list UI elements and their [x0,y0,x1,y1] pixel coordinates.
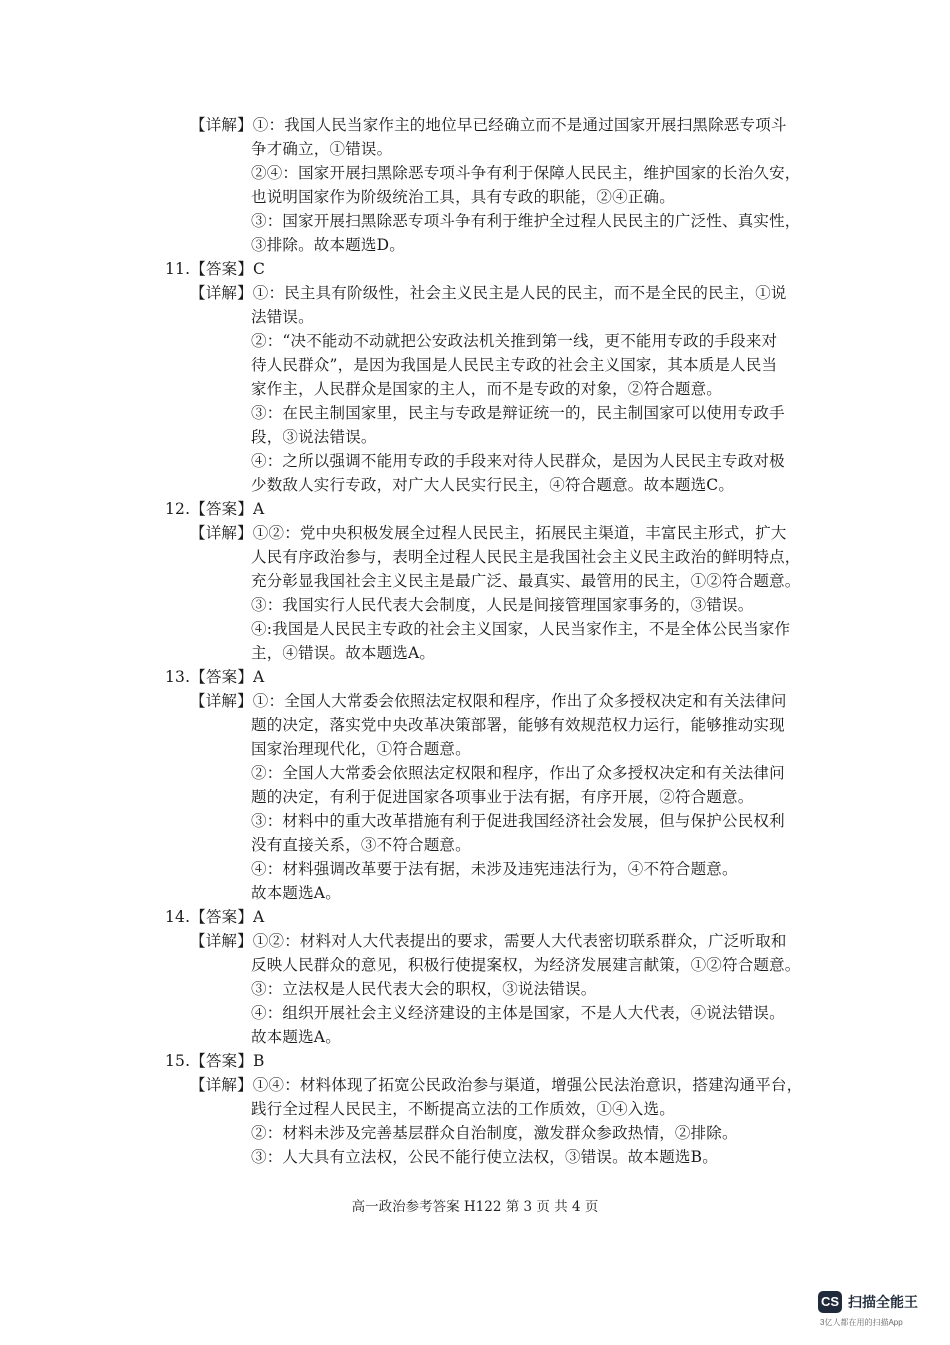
text-line: 故本题选A。 [251,884,341,902]
text-line: 少数敌人实行专政，对广大人民实行民主，④符合题意。故本题选C。 [251,476,735,494]
text-line: ④：组织开展社会主义经济建设的主体是国家，不是人大代表，④说法错误。 [251,1004,785,1022]
text-line: ③：材料中的重大改革措施有利于促进我国经济社会发展，但与保护公民权利 [251,812,785,830]
text-line: ③排除。故本题选D。 [251,236,405,254]
text-line: 没有直接关系，③不符合题意。 [251,836,471,854]
text-line: 【详解】①②：党中央积极发展全过程人民民主，拓展民主渠道，丰富民主形式，扩大 [190,524,787,542]
watermark-app-name: 扫描全能王 [848,1294,918,1310]
text-line: 段，③说法错误。 [251,428,377,446]
text-line: ③：我国实行人民代表大会制度，人民是间接管理国家事务的，③错误。 [251,596,754,614]
text-line: ③：立法权是人民代表大会的职权，③说法错误。 [251,980,597,998]
text-line: ②：材料未涉及完善基层群众自治制度，激发群众参政热情，②排除。 [251,1124,738,1142]
text-line: 题的决定，有利于促进国家各项事业于法有据，有序开展，②符合题意。 [251,788,754,806]
text-line: ②：全国人大常委会依照法定权限和程序，作出了众多授权决定和有关法律问 [251,764,785,782]
answer-line: 15.【答案】B [165,1052,265,1070]
scanner-watermark [818,1290,938,1330]
text-line: ④:我国是人民民主专政的社会主义国家，人民当家作主，不是全体公民当家作 [251,620,791,638]
text-line: 家作主，人民群众是国家的主人，而不是专政的对象，②符合题意。 [251,380,723,398]
text-line: 也说明国家作为阶级统治工具，具有专政的职能，②④正确。 [251,188,675,206]
text-line: 【详解】①②：材料对人大代表提出的要求，需要人大代表密切联系群众，广泛听取和 [190,932,787,950]
camscanner-logo-icon: CS [818,1291,842,1313]
answer-line: 12.【答案】A [165,500,265,518]
text-line: ②：“决不能动不动就把公安政法机关推到第一线，更不能用专政的手段来对 [251,332,778,350]
text-line: 法错误。 [251,308,314,326]
text-line: 【详解】①：我国人民当家作主的地位早已经确立而不是通过国家开展扫黑除恶专项斗 [190,116,787,134]
page-footer: 高一政治参考答案 H122 第 3 页 共 4 页 [351,1199,599,1215]
text-line: ②④：国家开展扫黑除恶专项斗争有利于保障人民民主，维护国家的长治久安， [251,164,801,182]
text-line: 【详解】①④：材料体现了拓宽公民政治参与渠道，增强公民法治意识，搭建沟通平台， [190,1076,803,1094]
watermark-tagline: 3亿人都在用的扫描App [820,1318,903,1327]
answer-line: 14.【答案】A [165,908,265,926]
text-line: ④：之所以强调不能用专政的手段来对待人民群众，是因为人民民主专政对极 [251,452,785,470]
text-line: ④：材料强调改革要于法有据，未涉及违宪违法行为，④不符合题意。 [251,860,738,878]
text-line: 主，④错误。故本题选A。 [251,644,436,662]
text-line: ③：在民主制国家里，民主与专政是辩证统一的，民主制国家可以使用专政手 [251,404,785,422]
text-line: 践行全过程人民民主，不断提高立法的工作质效，①④入选。 [251,1100,675,1118]
text-line: ③：人大具有立法权，公民不能行使立法权，③错误。故本题选B。 [251,1148,718,1166]
text-line: 国家治理现代化，①符合题意。 [251,740,471,758]
text-line: 争才确立，①错误。 [251,140,393,158]
text-line: 人民有序政治参与，表明全过程人民民主是我国社会主义民主政治的鲜明特点， [251,548,801,566]
text-line: 故本题选A。 [251,1028,341,1046]
text-line: ③：国家开展扫黑除恶专项斗争有利于维护全过程人民民主的广泛性、真实性， [251,212,801,230]
text-line: 充分彰显我国社会主义民主是最广泛、最真实、最管用的民主，①②符合题意。 [251,572,801,590]
answer-line: 13.【答案】A [165,668,265,686]
text-line: 题的决定，落实党中央改革决策部署，能够有效规范权力运行，能够推动实现 [251,716,785,734]
text-line: 【详解】①：全国人大常委会依照法定权限和程序，作出了众多授权决定和有关法律问 [190,692,787,710]
answer-line: 11.【答案】C [165,260,266,278]
text-line: 反映人民群众的意见，积极行使提案权，为经济发展建言献策，①②符合题意。 [251,956,801,974]
text-line: 待人民群众”，是因为我国是人民民主专政的社会主义国家，其本质是人民当 [251,356,778,374]
text-line: 【详解】①：民主具有阶级性，社会主义民主是人民的民主，而不是全民的民主，①说 [190,284,787,302]
